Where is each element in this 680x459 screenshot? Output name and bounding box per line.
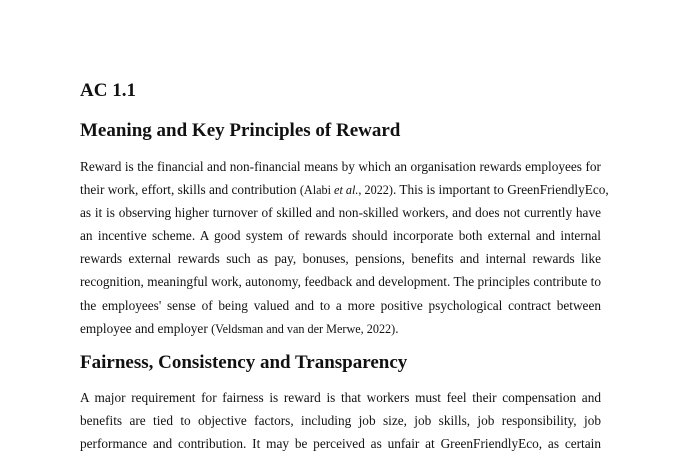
paragraph-reward-meaning [80,158,609,343]
paragraph-line: the employees' sense of being valued and to a more positive psychological contract between [80,297,601,313]
line-text: . [395,320,399,336]
paragraph-line: A major requirement for fairness is reward is that workers must feel their compensation and [80,390,601,405]
citation-veldsman: (Veldsman and van der Merwe, 2022) [211,321,396,336]
citation-alabi [300,183,393,197]
paragraph-line: performance and contribution. It may be perceived as unfair at GreenFriendlyEco, as certain [80,436,601,452]
paragraph-line [80,181,609,204]
line-text: their work, effort, skills and contribution [80,182,300,198]
section-heading-fairness: Fairness, Consistency and Transparency [80,352,408,373]
paragraph-line: an incentive scheme. A good system of rewards should incorporate both external and internal [80,228,601,244]
citation-year: , 2022) [358,183,393,198]
section-heading-reward: Meaning and Key Principles of Reward [80,120,401,141]
line-text: . This is important to GreenFriendlyEco, [392,182,609,198]
paragraph-line: as it is observing higher turnover of skilled and non-skilled workers, and does not currently have [80,205,601,221]
paragraph-line [80,320,601,343]
paragraph-line: rewards external rewards such as pay, bonuses, pensions, benefits and internal rewards like [80,251,601,267]
line-text: employee and employer [80,320,212,336]
citation-text: (Alabi [299,183,335,198]
paragraph-line: Reward is the financial and non-financial means by which an organisation rewards employees for [80,159,601,174]
paragraph-line: recognition, meaningful work, autonomy, feedback and development. The principles contribute to [80,274,601,290]
citation-etal: et al. [334,183,359,198]
section-code-heading: AC 1.1 [80,80,136,101]
paragraph-line: benefits are tied to objective factors, including job size, job skills, job responsibility, job [80,413,601,429]
paragraph-fairness [80,389,601,458]
